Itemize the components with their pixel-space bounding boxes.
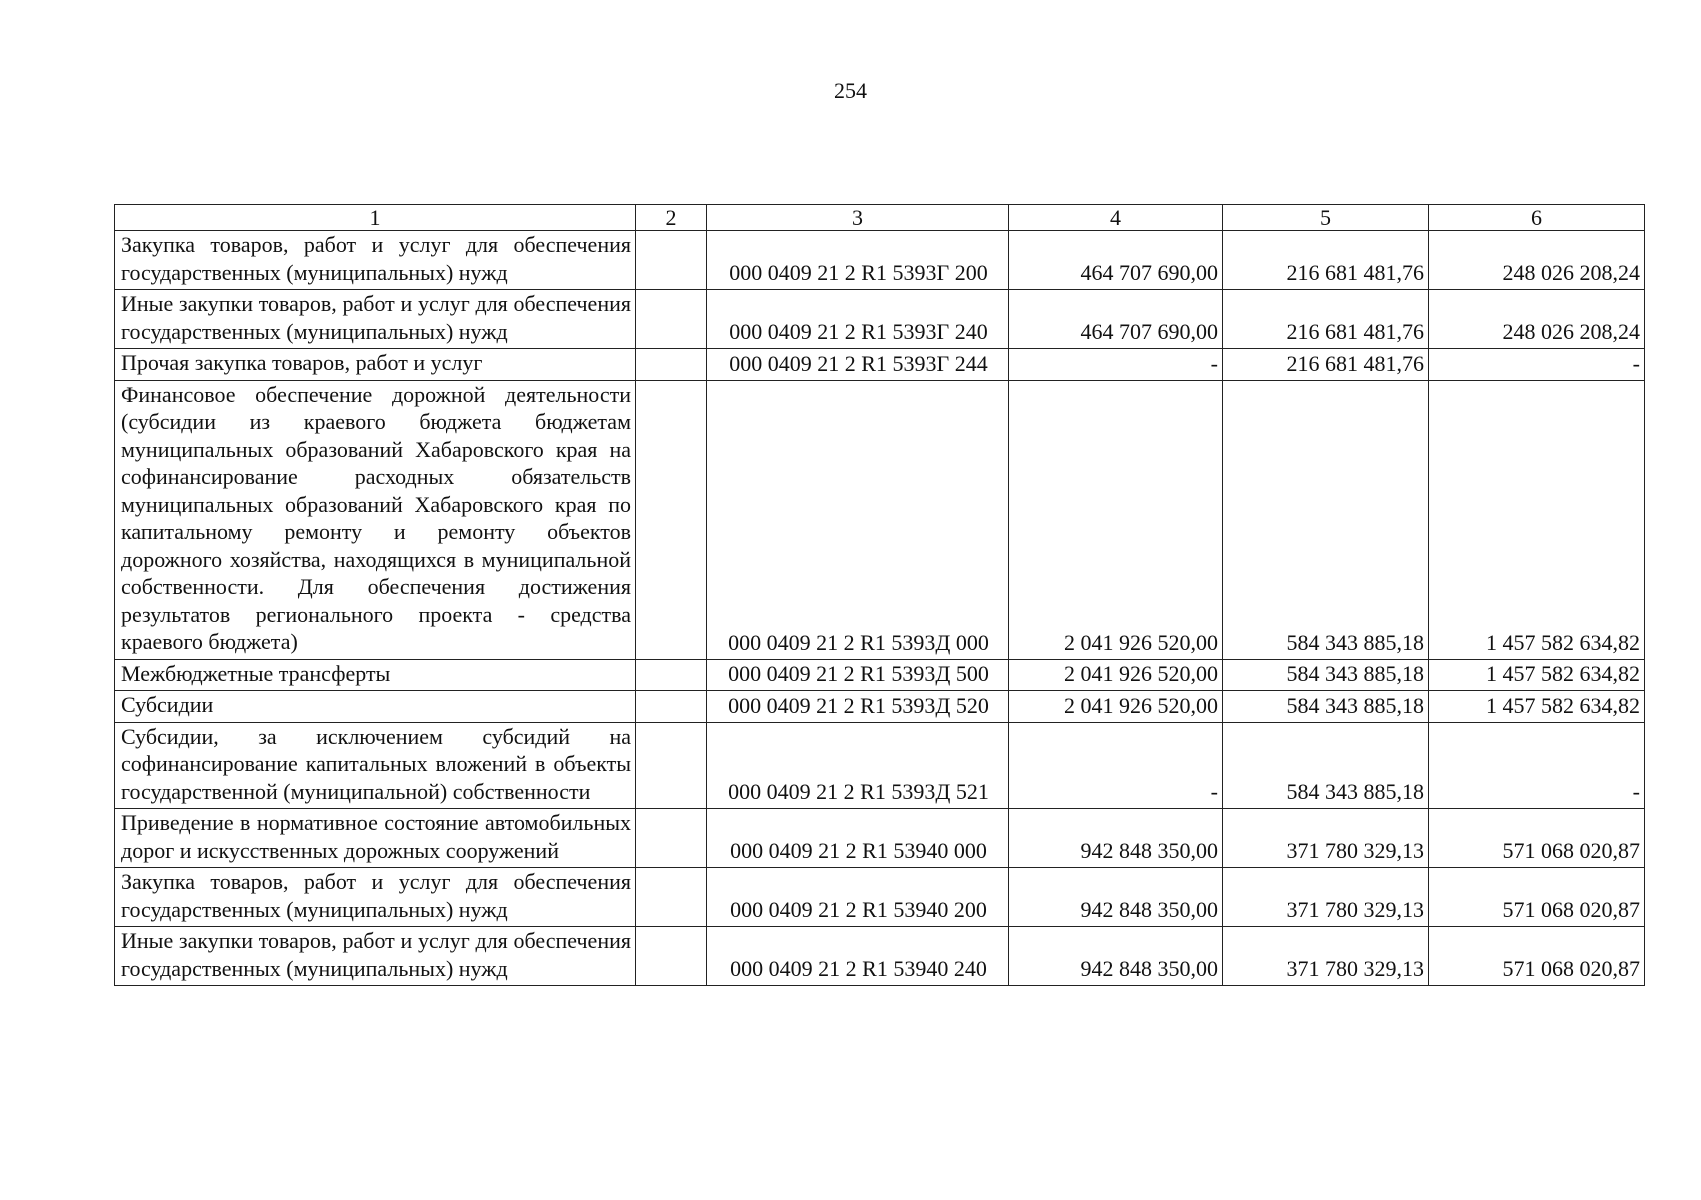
header-row — [115, 205, 1645, 231]
row-value-6: 571 068 020,87 — [1429, 927, 1645, 986]
row-value-6: 571 068 020,87 — [1429, 809, 1645, 868]
row-value-6: 1 457 582 634,82 — [1429, 380, 1645, 659]
row-value-5: 584 343 885,18 — [1223, 722, 1429, 809]
row-name: Финансовое обеспечение дорожной деятельности (субсидии из краевого бюджета бюджетам муниципальных образований Хабаровского края на софинансирование расходных обязательств муниципальных образований Хабаровского края по капитальному ремонту и ремонту объектов дорожного хозяйства, находящихся в муниципальной собственности. Для обеспечения достижения результатов регионального проекта - средства краевого бюджета) — [115, 380, 636, 659]
row-value-4: 2 041 926 520,00 — [1009, 380, 1223, 659]
table-row — [115, 349, 1645, 381]
table-row — [115, 290, 1645, 349]
row-col2 — [636, 809, 707, 868]
table-row — [115, 231, 1645, 290]
row-name: Межбюджетные трансферты — [115, 659, 636, 691]
row-code: 000 0409 21 2 R1 5393Г 200 — [707, 231, 1009, 290]
row-value-5: 371 780 329,13 — [1223, 809, 1429, 868]
row-value-6: 1 457 582 634,82 — [1429, 691, 1645, 723]
row-code: 000 0409 21 2 R1 5393Д 520 — [707, 691, 1009, 723]
row-value-4: 2 041 926 520,00 — [1009, 659, 1223, 691]
row-col2 — [636, 290, 707, 349]
row-col2 — [636, 868, 707, 927]
page-number: 254 — [834, 78, 867, 103]
row-code: 000 0409 21 2 R1 53940 240 — [707, 927, 1009, 986]
row-value-6: - — [1429, 349, 1645, 381]
row-value-6: 571 068 020,87 — [1429, 868, 1645, 927]
row-name: Иные закупки товаров, работ и услуг для обеспечения государственных (муниципальных) нужд — [115, 290, 636, 349]
budget-table — [114, 204, 1645, 986]
header-cell-6: 6 — [1429, 205, 1645, 231]
row-code: 000 0409 21 2 R1 53940 200 — [707, 868, 1009, 927]
row-value-5: 584 343 885,18 — [1223, 659, 1429, 691]
row-code: 000 0409 21 2 R1 53940 000 — [707, 809, 1009, 868]
row-code: 000 0409 21 2 R1 5393Г 240 — [707, 290, 1009, 349]
row-value-4: 464 707 690,00 — [1009, 231, 1223, 290]
row-value-4: - — [1009, 722, 1223, 809]
row-code: 000 0409 21 2 R1 5393Д 000 — [707, 380, 1009, 659]
row-value-4: 464 707 690,00 — [1009, 290, 1223, 349]
table-row — [115, 927, 1645, 986]
row-value-4: 942 848 350,00 — [1009, 809, 1223, 868]
row-value-5: 216 681 481,76 — [1223, 290, 1429, 349]
table-row — [115, 380, 1645, 659]
row-value-4: 942 848 350,00 — [1009, 927, 1223, 986]
header-cell-3: 3 — [707, 205, 1009, 231]
table-row — [115, 691, 1645, 723]
table-row — [115, 809, 1645, 868]
row-value-5: 216 681 481,76 — [1223, 349, 1429, 381]
header-cell-5: 5 — [1223, 205, 1429, 231]
row-name: Прочая закупка товаров, работ и услуг — [115, 349, 636, 381]
row-value-5: 216 681 481,76 — [1223, 231, 1429, 290]
row-value-6: - — [1429, 722, 1645, 809]
row-value-5: 584 343 885,18 — [1223, 380, 1429, 659]
row-code: 000 0409 21 2 R1 5393Д 521 — [707, 722, 1009, 809]
row-value-4: 942 848 350,00 — [1009, 868, 1223, 927]
row-value-6: 248 026 208,24 — [1429, 231, 1645, 290]
row-value-4: 2 041 926 520,00 — [1009, 691, 1223, 723]
row-col2 — [636, 691, 707, 723]
table-row — [115, 868, 1645, 927]
row-col2 — [636, 231, 707, 290]
row-col2 — [636, 722, 707, 809]
row-col2 — [636, 380, 707, 659]
row-code: 000 0409 21 2 R1 5393Г 244 — [707, 349, 1009, 381]
header-cell-1: 1 — [115, 205, 636, 231]
header-cell-4: 4 — [1009, 205, 1223, 231]
row-value-5: 371 780 329,13 — [1223, 868, 1429, 927]
row-name: Приведение в нормативное состояние автомобильных дорог и искусственных дорожных сооружений — [115, 809, 636, 868]
row-name: Субсидии, за исключением субсидий на софинансирование капитальных вложений в объекты государственной (муниципальной) собственности — [115, 722, 636, 809]
row-value-4: - — [1009, 349, 1223, 381]
row-value-5: 371 780 329,13 — [1223, 927, 1429, 986]
row-col2 — [636, 927, 707, 986]
row-value-6: 248 026 208,24 — [1429, 290, 1645, 349]
row-code: 000 0409 21 2 R1 5393Д 500 — [707, 659, 1009, 691]
table-row — [115, 722, 1645, 809]
row-value-5: 584 343 885,18 — [1223, 691, 1429, 723]
header-cell-2: 2 — [636, 205, 707, 231]
row-name: Субсидии — [115, 691, 636, 723]
row-name: Закупка товаров, работ и услуг для обеспечения государственных (муниципальных) нужд — [115, 868, 636, 927]
row-name: Иные закупки товаров, работ и услуг для обеспечения государственных (муниципальных) нужд — [115, 927, 636, 986]
row-name: Закупка товаров, работ и услуг для обеспечения государственных (муниципальных) нужд — [115, 231, 636, 290]
row-value-6: 1 457 582 634,82 — [1429, 659, 1645, 691]
row-col2 — [636, 659, 707, 691]
row-col2 — [636, 349, 707, 381]
table-row — [115, 659, 1645, 691]
